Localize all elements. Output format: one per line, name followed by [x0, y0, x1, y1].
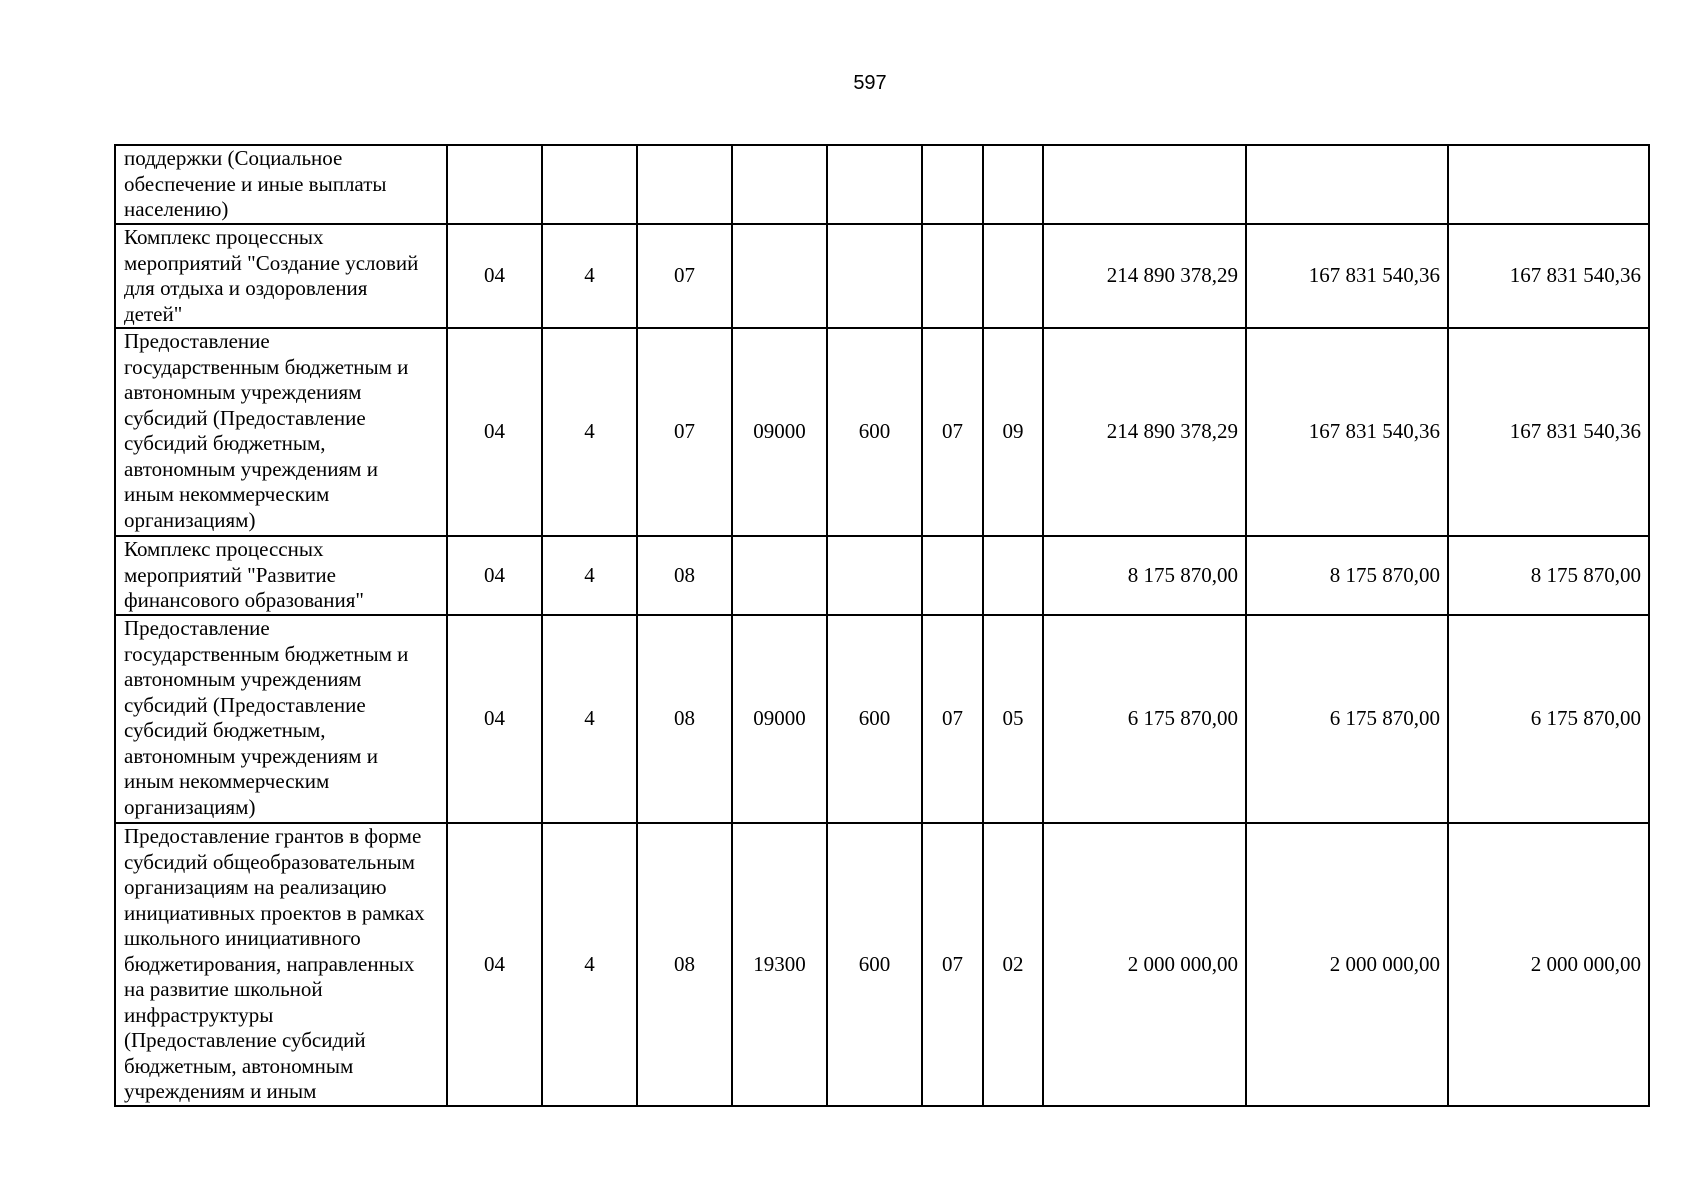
- description-line: Предоставление: [124, 616, 270, 640]
- description-line: финансового образования": [124, 588, 364, 612]
- description-cell: [115, 145, 447, 224]
- code-1-cell: 04: [447, 328, 542, 536]
- description-line: субсидий бюджетным,: [124, 431, 326, 455]
- description-line: организациям): [124, 794, 256, 819]
- code-3-cell: 08: [637, 536, 732, 615]
- description-line: Предоставление: [124, 329, 270, 353]
- amount-year-2-cell: 2 000 000,00: [1246, 823, 1448, 1106]
- amount-year-1-cell: 214 890 378,29: [1043, 224, 1246, 328]
- description-line: бюджетирования, направленных: [124, 951, 415, 976]
- target-code-cell: [732, 224, 827, 328]
- subsection-cell: [983, 536, 1043, 615]
- code-2-cell: 4: [542, 823, 637, 1106]
- code-2-cell: 4: [542, 328, 637, 536]
- description-line: Комплекс процессных: [124, 225, 324, 249]
- description-line: на развитие школьной: [124, 977, 323, 1001]
- section-cell: [922, 536, 983, 615]
- code-3-cell: [637, 145, 732, 224]
- description-line: государственным бюджетным и: [124, 641, 409, 666]
- code-3-cell: 08: [637, 823, 732, 1106]
- description-line: организациям): [124, 507, 256, 532]
- amount-year-2-cell: 167 831 540,36: [1246, 328, 1448, 536]
- description-line: населению): [124, 197, 229, 221]
- description-line: субсидий общеобразовательным: [124, 849, 415, 874]
- subsection-cell: [983, 224, 1043, 328]
- description-line: инициативных проектов в рамках: [124, 900, 425, 925]
- description-line: автономным учреждениям: [124, 667, 362, 691]
- amount-year-1-cell: 214 890 378,29: [1043, 328, 1246, 536]
- description-line: обеспечение и иные выплаты: [124, 171, 387, 196]
- amount-year-3-cell: 167 831 540,36: [1448, 328, 1649, 536]
- description-line: автономным учреждениям и: [124, 743, 378, 768]
- section-cell: [922, 224, 983, 328]
- code-1-cell: 04: [447, 224, 542, 328]
- page-number: 597: [853, 72, 887, 94]
- subsection-cell: [983, 145, 1043, 224]
- subsection-cell: 05: [983, 615, 1043, 823]
- description-line: мероприятий "Создание условий: [124, 250, 419, 275]
- section-cell: 07: [922, 615, 983, 823]
- amount-year-2-cell: 167 831 540,36: [1246, 224, 1448, 328]
- table-row: [115, 536, 1649, 615]
- description-line: детей": [124, 301, 183, 326]
- description-line: иным некоммерческим: [124, 482, 330, 506]
- expense-type-cell: [827, 536, 922, 615]
- table-row: [115, 145, 1649, 224]
- code-1-cell: 04: [447, 536, 542, 615]
- amount-year-2-cell: 6 175 870,00: [1246, 615, 1448, 823]
- code-2-cell: 4: [542, 615, 637, 823]
- description-line: бюджетным, автономным: [124, 1053, 354, 1078]
- table-row: [115, 224, 1649, 328]
- code-1-cell: 04: [447, 823, 542, 1106]
- description-cell: [115, 823, 447, 1106]
- amount-year-2-cell: [1246, 145, 1448, 224]
- code-2-cell: [542, 145, 637, 224]
- amount-year-3-cell: 167 831 540,36: [1448, 224, 1649, 328]
- code-3-cell: 08: [637, 615, 732, 823]
- budget-table: [114, 144, 1650, 1107]
- description-cell: [115, 615, 447, 823]
- amount-year-1-cell: [1043, 145, 1246, 224]
- description-line: иным некоммерческим: [124, 769, 330, 793]
- code-2-cell: 4: [542, 536, 637, 615]
- code-3-cell: 07: [637, 224, 732, 328]
- expense-type-cell: [827, 224, 922, 328]
- description-cell: [115, 328, 447, 536]
- description-line: автономным учреждениям и: [124, 456, 378, 481]
- table-row: [115, 823, 1649, 1106]
- description-line: субсидий (Предоставление: [124, 692, 366, 717]
- code-3-cell: 07: [637, 328, 732, 536]
- description-line: субсидий бюджетным,: [124, 718, 326, 742]
- section-cell: 07: [922, 328, 983, 536]
- amount-year-3-cell: 8 175 870,00: [1448, 536, 1649, 615]
- expense-type-cell: [827, 145, 922, 224]
- expense-type-cell: 600: [827, 328, 922, 536]
- code-2-cell: 4: [542, 224, 637, 328]
- description-line: организациям на реализацию: [124, 875, 387, 899]
- amount-year-1-cell: 2 000 000,00: [1043, 823, 1246, 1106]
- section-cell: [922, 145, 983, 224]
- description-line: поддержки (Социальное: [124, 146, 343, 170]
- target-code-cell: 09000: [732, 615, 827, 823]
- subsection-cell: 02: [983, 823, 1043, 1106]
- table-row: [115, 615, 1649, 823]
- code-1-cell: 04: [447, 615, 542, 823]
- description-line: Предоставление грантов в форме: [124, 824, 422, 848]
- amount-year-3-cell: 2 000 000,00: [1448, 823, 1649, 1106]
- amount-year-3-cell: [1448, 145, 1649, 224]
- target-code-cell: [732, 145, 827, 224]
- amount-year-1-cell: 6 175 870,00: [1043, 615, 1246, 823]
- description-line: мероприятий "Развитие: [124, 562, 336, 587]
- description-cell: [115, 224, 447, 328]
- target-code-cell: 09000: [732, 328, 827, 536]
- description-line: для отдыха и оздоровления: [124, 276, 368, 300]
- description-line: учреждениям и иным: [124, 1079, 317, 1103]
- amount-year-2-cell: 8 175 870,00: [1246, 536, 1448, 615]
- description-line: субсидий (Предоставление: [124, 405, 366, 430]
- target-code-cell: 19300: [732, 823, 827, 1106]
- description-line: Комплекс процессных: [124, 537, 324, 561]
- code-1-cell: [447, 145, 542, 224]
- target-code-cell: [732, 536, 827, 615]
- subsection-cell: 09: [983, 328, 1043, 536]
- description-line: автономным учреждениям: [124, 380, 362, 404]
- description-cell: [115, 536, 447, 615]
- description-line: школьного инициативного: [124, 926, 361, 950]
- expense-type-cell: 600: [827, 823, 922, 1106]
- description-line: (Предоставление субсидий: [124, 1028, 366, 1052]
- description-line: инфраструктуры: [124, 1002, 274, 1027]
- amount-year-3-cell: 6 175 870,00: [1448, 615, 1649, 823]
- description-line: государственным бюджетным и: [124, 354, 409, 379]
- expense-type-cell: 600: [827, 615, 922, 823]
- section-cell: 07: [922, 823, 983, 1106]
- amount-year-1-cell: 8 175 870,00: [1043, 536, 1246, 615]
- table-row: [115, 328, 1649, 536]
